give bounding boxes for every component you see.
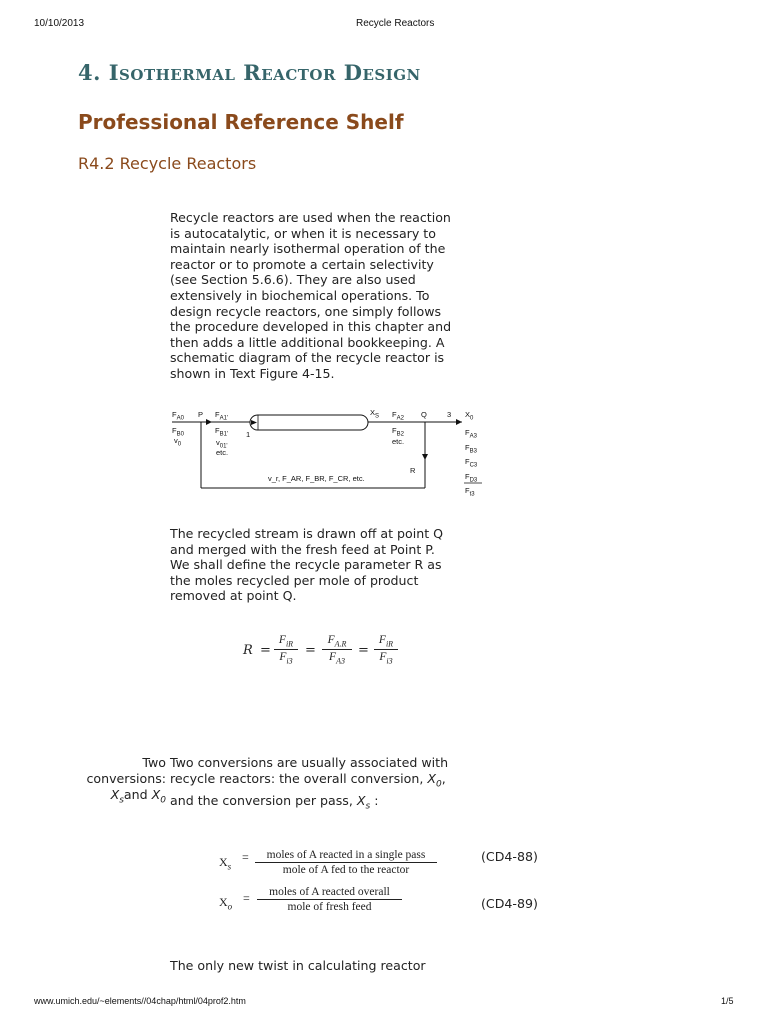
eq-number-cd4-89: (CD4-89) — [481, 896, 538, 911]
label-v0: $v_0$ — [174, 436, 182, 448]
label-node-3: 3 — [447, 410, 452, 419]
print-url: www.umich.edu/~elements//04chap/html/04prof2.htm — [34, 996, 246, 1006]
eq-xo-fraction — [257, 886, 402, 913]
margin-note-line: Two — [142, 755, 166, 770]
eq-r-equals-1: = — [260, 643, 271, 658]
label-r: R — [410, 466, 416, 475]
section-heading: R4.2 Recycle Reactors — [78, 154, 257, 173]
intro-line: (see Section 5.6.6). They are also used — [170, 272, 416, 288]
intro-line: schematic diagram of the recycle reactor is — [170, 350, 445, 366]
label-fc3: $F_{C3}$ — [465, 457, 478, 469]
intro-line: Recycle reactors are used when the reaction — [170, 210, 451, 225]
label-fa2: $F_{A2}$ — [392, 410, 404, 422]
intro-line: the procedure developed in this chapter and — [170, 319, 452, 335]
recycle-line: and merged with the fresh feed at Point P. — [170, 541, 435, 557]
label-fb2: $F_{B2}$ — [392, 426, 404, 438]
recycle-line: removed at point Q. — [170, 588, 297, 604]
label-fd3: $F_{D3}$ — [465, 472, 478, 484]
recycle-line: We shall define the recycle parameter R as — [170, 557, 442, 573]
print-date: 10/10/2013 — [34, 18, 85, 29]
print-page-title: Recycle Reactors — [356, 18, 435, 29]
margin-note — [60, 755, 166, 809]
label-node-1: 1 — [246, 430, 251, 439]
intro-line: maintain nearly isothermal operation of the — [170, 241, 446, 257]
label-fb0: $F_{B0}$ — [172, 426, 184, 438]
label-etc-2: etc. — [392, 437, 405, 446]
intro-line: then adds a little additional bookkeeping. A — [170, 334, 445, 350]
intro-line: shown in Text Figure 4-15. — [170, 365, 335, 381]
chapter-title: 4. Isothermal Reactor Design — [78, 60, 421, 85]
subtitle: Professional Reference Shelf — [78, 110, 404, 134]
eq-xs-numerator: moles of A reacted in a single pass — [266, 849, 426, 861]
label-q: Q — [421, 410, 427, 419]
intro-line: design recycle reactors, one simply follows — [170, 303, 442, 319]
intro-paragraph — [170, 210, 480, 382]
margin-note-line: conversions: — [86, 771, 166, 786]
label-fb1: $F_{B1'}$ — [215, 426, 229, 438]
eq-r-fraction-1: $F_{iR}$ $F_{i3}$ — [274, 634, 298, 666]
eq-r-fraction-2: $F_{A.R}$ $F_{A3}$ — [322, 634, 352, 666]
label-fa1: $F_{A1'}$ — [215, 410, 229, 422]
eq-xs-fraction — [255, 849, 437, 876]
label-fa0: $F_{A0}$ — [172, 410, 184, 422]
label-etc-1: etc. — [216, 448, 229, 457]
conversions-line: recycle reactors: the overall conversion, $X_0$, — [170, 771, 446, 790]
eq-xs-lhs: $X_s$ — [219, 855, 232, 872]
eq-r-lhs: R — [243, 643, 253, 658]
label-fa3: $F_{A3}$ — [465, 428, 477, 440]
eq-number-cd4-88: (CD4-88) — [481, 849, 538, 864]
eq-r-equals-2: = — [305, 643, 316, 658]
eq-xs-denominator: mole of A fed to the reactor — [282, 864, 410, 876]
margin-note-line: $X_sand$ $X_0$ — [110, 787, 166, 806]
conversions-paragraph — [170, 755, 480, 814]
conversions-line: and the conversion per pass, $X_s$ : — [170, 792, 379, 812]
eq-xo-lhs: $X_o$ — [219, 895, 233, 912]
intro-line: extensively in biochemical operations. To — [170, 287, 430, 303]
eq-xo-numerator: moles of A reacted overall — [269, 886, 390, 898]
label-v01: $v_{01'}$ — [216, 438, 228, 450]
eq-r-fraction-3: $F_{iR}$ $F_{i3}$ — [374, 634, 398, 666]
label-x0: $X_0$ — [465, 410, 474, 422]
conversions-line: Two conversions are usually associated with — [170, 755, 449, 770]
intro-line: reactor or to promote a certain selectivity — [170, 256, 434, 272]
eq-xo-denominator: mole of fresh feed — [287, 901, 372, 913]
eq-xs-equals: = — [242, 850, 249, 864]
recycle-line: the moles recycled per mole of product — [170, 572, 419, 588]
eq-xo-equals: = — [243, 891, 250, 905]
eq-r-equals-3: = — [358, 643, 369, 658]
print-page-number: 1/5 — [721, 996, 734, 1006]
recycle-line: The recycled stream is drawn off at point Q — [170, 526, 444, 541]
intro-line: is autocatalytic, or when it is necessary to — [170, 225, 436, 241]
label-ft3: $F_{t3}$ — [465, 486, 475, 498]
last-line: The only new twist in calculating reactor — [170, 958, 426, 973]
label-p: P — [198, 410, 204, 419]
label-fb3: $F_{B3}$ — [465, 443, 477, 455]
label-xs: $X_S$ — [370, 408, 380, 420]
label-recycle-stream: v_r, F_AR, F_BR, F_CR, etc. — [268, 474, 365, 483]
recycle-paragraph — [170, 526, 480, 604]
